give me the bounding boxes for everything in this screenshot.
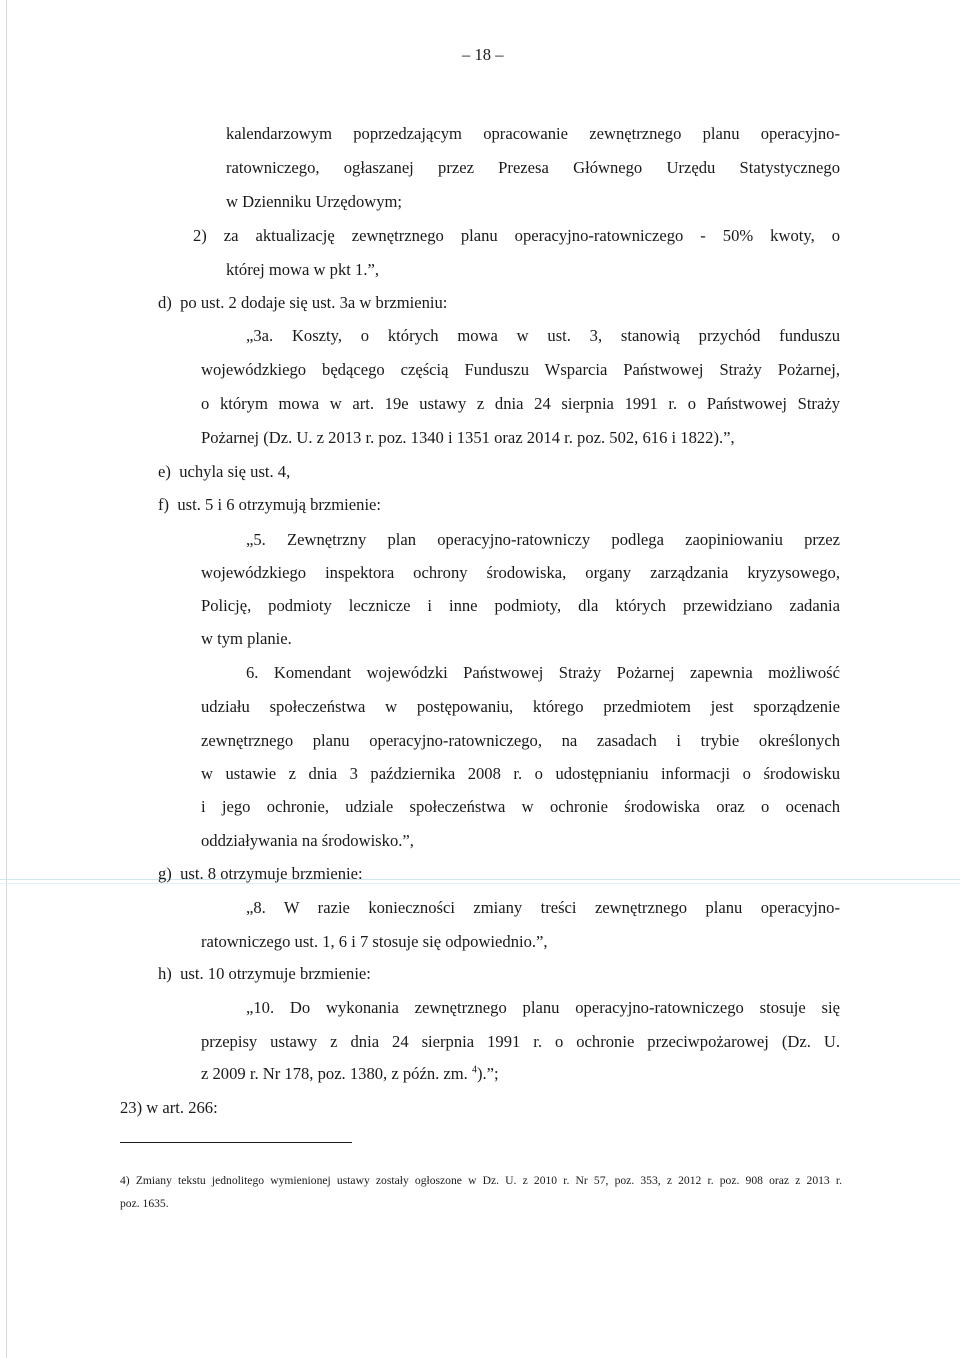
footnote-reference[interactable]: 4 bbox=[472, 1064, 477, 1076]
text-line: „8. W razie konieczności zmiany treści zewnętrznego planu operacyjno- bbox=[246, 898, 840, 917]
text-line: kalendarzowym poprzedzającym opracowanie zewnętrznego planu operacyjno- bbox=[226, 124, 840, 143]
text-line: „5. Zewnętrzny plan operacyjno-ratowniczy podlega zaopiniowaniu przez bbox=[246, 530, 840, 549]
footnote-line: 4) Zmiany tekstu jednolitego wymienionej ustawy zostały ogłoszone w Dz. U. z 2010 r. Nr 57, poz. 353, z 2012 r. poz. 908 oraz z 2013 r. bbox=[120, 1174, 842, 1187]
text-fragment: ).”; bbox=[477, 1064, 499, 1083]
scan-artifact bbox=[0, 883, 960, 884]
text-line: 2) za aktualizację zewnętrznego planu operacyjno-ratowniczego - 50% kwoty, o bbox=[193, 226, 840, 245]
text-line-with-footnote bbox=[201, 1064, 499, 1084]
scan-artifact bbox=[0, 879, 960, 880]
footnote-separator bbox=[120, 1142, 352, 1143]
list-item-g: g) ust. 8 otrzymuje brzmienie: bbox=[158, 864, 363, 883]
page-number: – 18 – bbox=[462, 45, 504, 64]
text-line: „10. Do wykonania zewnętrznego planu operacyjno-ratowniczego stosuje się bbox=[246, 998, 840, 1017]
text-line: „3a. Koszty, o których mowa w ust. 3, stanowią przychód funduszu bbox=[246, 326, 840, 345]
list-item-e: e) uchyla się ust. 4, bbox=[158, 462, 291, 481]
text-line: w tym planie. bbox=[201, 629, 292, 648]
article-item-23: 23) w art. 266: bbox=[120, 1098, 218, 1117]
text-line: i jego ochronie, udziale społeczeństwa w ochronie środowiska oraz o ocenach bbox=[201, 797, 840, 816]
text-line: ratowniczego ust. 1, 6 i 7 stosuje się odpowiednio.”, bbox=[201, 932, 548, 951]
text-line: 6. Komendant wojewódzki Państwowej Straży Pożarnej zapewnia możliwość bbox=[246, 663, 840, 682]
footnote-line: poz. 1635. bbox=[120, 1197, 169, 1210]
text-line: udziału społeczeństwa w postępowaniu, którego przedmiotem jest sporządzenie bbox=[201, 697, 840, 716]
list-item-f: f) ust. 5 i 6 otrzymują brzmienie: bbox=[158, 495, 382, 514]
text-line: wojewódzkiego inspektora ochrony środowiska, organy zarządzania kryzysowego, bbox=[201, 563, 840, 582]
text-line: przepisy ustawy z dnia 24 sierpnia 1991 r. o ochronie przeciwpożarowej (Dz. U. bbox=[201, 1032, 840, 1051]
list-item-d: d) po ust. 2 dodaje się ust. 3a w brzmieniu: bbox=[158, 293, 448, 312]
text-line: której mowa w pkt 1.”, bbox=[226, 260, 379, 279]
list-item-h: h) ust. 10 otrzymuje brzmienie: bbox=[158, 964, 371, 983]
text-line: zewnętrznego planu operacyjno-ratowniczego, na zasadach i trybie określonych bbox=[201, 731, 840, 750]
text-line: w ustawie z dnia 3 października 2008 r. o udostępnianiu informacji o środowisku bbox=[201, 764, 840, 783]
scan-edge bbox=[6, 0, 7, 1358]
text-line: Pożarnej (Dz. U. z 2013 r. poz. 1340 i 1351 oraz 2014 r. poz. 502, 616 i 1822).”, bbox=[201, 428, 735, 447]
text-line: Policję, podmioty lecznicze i inne podmioty, dla których przewidziano zadania bbox=[201, 596, 840, 615]
text-fragment: z 2009 r. Nr 178, poz. 1380, z późn. zm. bbox=[201, 1064, 468, 1083]
text-line: o którym mowa w art. 19e ustawy z dnia 24 sierpnia 1991 r. o Państwowej Straży bbox=[201, 394, 840, 413]
text-line: oddziaływania na środowisko.”, bbox=[201, 831, 414, 850]
text-line: ratowniczego, ogłaszanej przez Prezesa Głównego Urzędu Statystycznego bbox=[226, 158, 840, 177]
text-line: wojewódzkiego będącego częścią Funduszu Wsparcia Państwowej Straży Pożarnej, bbox=[201, 360, 840, 379]
text-line: w Dzienniku Urzędowym; bbox=[226, 192, 403, 211]
